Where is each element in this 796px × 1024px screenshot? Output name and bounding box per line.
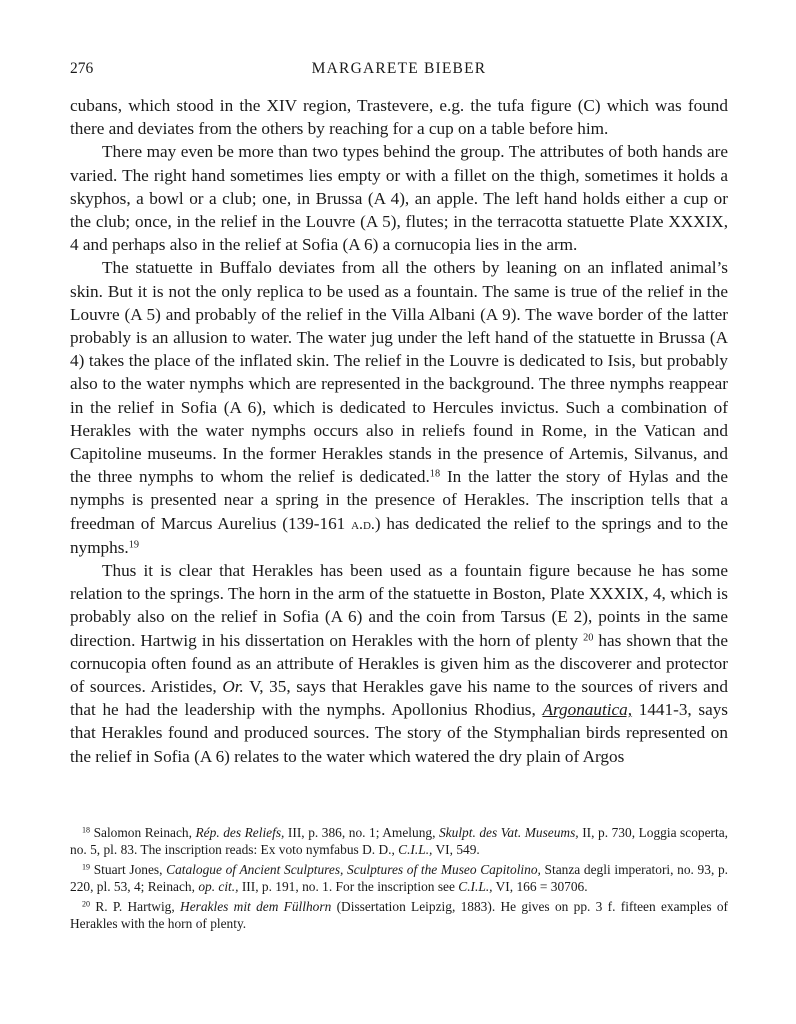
italic-text: op. cit., [198,879,239,895]
text-run: Thus it is clear that Herakles has been used as a fountain figure because he has some relation to the springs. The horn in the arm of the statuette in Boston, Plate XXXIX, 4, which is probably also on the relief in Sofia (A 6) and the coin from Tarsus (E 2), points in the same direction. Hartwig in his dissertation on Herakles with the horn of plenty [70,561,728,650]
text-run: ) has dedicated the relief to the springs and to the nymphs. [70,513,728,557]
footnote-ref: 20 [82,899,91,909]
text-run: Salomon Reinach, [90,825,196,840]
text-run: VI, 166 = 30706. [492,879,588,895]
body-text [70,94,728,768]
italic-title: Argonautica, [542,700,633,720]
text-run: V, 35, says that Herakles gave his name to the sources of rivers and that he had the leadership with the nymphs. Apollonius Rhodius, [70,677,728,720]
footnote-ref: 18 [82,825,91,835]
text-run: VI, 549. [432,842,480,858]
page-number: 276 [70,60,94,77]
text-run: The statuette in Buffalo deviates from all the others by leaning on an inflated animal’s skin. But it is not the only replica to be used as a fountain. The same is true of the relief in the Louvre (A 5) and probably of the relief in the Villa Albani (A 9). The wave border of the latter probably is an allusion to water. The water jug under the left hand of the statuette in Brussa (A 4) takes the place of the inflated skin. The relief in the Louvre is dedicated to Isis, but probably also to the water nymphs which are represented in the background. The three nymphs reappear in the relief in Sofia (A 6), which is dedicated to Hercules invictus. Such a combination of Herakles with the water nymphs occurs also in reliefs found in Rome, in the Vatican and Capitoline museums. In the former Herakles stands in the presence of Artemis, Silvanus, and the three nymphs to whom the relief is dedicated. [70,258,728,487]
body-paragraph [70,94,728,140]
italic-text: Or. [222,677,244,697]
footnote-ref: 18 [429,468,441,480]
text-run: R. P. Hartwig, [90,898,181,914]
italic-text: C.I.L., [458,879,493,895]
footnote [70,898,728,933]
footnote-ref: 19 [128,539,140,551]
body-paragraph [70,559,728,768]
running-title: MARGARETE BIEBER [311,60,487,77]
text-run: Stuart Jones, [90,861,167,877]
text-run: III, p. 386, no. 1; Amelung, [284,825,439,840]
footnote-ref: 19 [82,862,91,872]
text-run: There may even be more than two types behind the group. The attributes of both hands are varied. The right hand sometimes lies empty or with a fillet on the thigh, sometimes it holds a skyphos, a bowl or a club; one, in Brussa (A 4), an apple. The left hand holds either a cup or the club; once, in the relief in the Louvre (A 5), flutes; in the terracotta statuette Plate XXXIX, 4 and perhaps also in the relief at Sofia (A 6) a cornucopia lies in the arm. [70,142,728,255]
footnote [70,824,728,859]
italic-text: Skulpt. des Vat. Museums, [438,825,579,840]
text-run: II, p. 730, Loggia scoperta, no. 5, pl. 83. The inscription reads: Ex voto nymfabus D. D., [70,825,729,858]
footnote-ref: 20 [583,632,594,643]
text-run: has shown that the cornucopia often found as an attribute of Herakles is given him as the discoverer and protector of sources. Aristides, [70,630,728,697]
italic-text: C.I.L., [398,842,433,858]
footnote [70,861,728,896]
text-run: cubans, which stood in the XIV region, Trastevere, e.g. the tufa figure (C) which was found there and deviates from the others by reaching for a cup on a table before him. [70,96,728,139]
footnotes [70,824,728,932]
text-run: 1441-3, says that Herakles found and produced sources. The story of the Stymphalian birds represented on the relief in Sofia (A 6) relates to the water which watered the dry plain of Argos [70,700,728,766]
running-head [70,60,728,82]
text-run: In the latter the story of Hylas and the nymphs is presented near a spring in the presence of Herakles. The inscription tells that a freedman of Marcus Aurelius (139-161 [70,467,728,533]
small-caps-text: a.d. [351,515,375,533]
text-run: Stanza degli imperatori, no. 93, p. 220, pl. 53, 4; Reinach, [70,861,729,895]
text-run: (Dissertation Leipzig, 1883). He gives on pp. 3 f. fifteen examples of Herakles with the horn of plenty. [70,898,728,932]
body-paragraph [70,140,728,256]
italic-text: Herakles mit dem Füllhorn [180,898,332,914]
italic-text: Catalogue of Ancient Sculptures, Sculptures of the Museo Capitolino, [166,861,541,877]
text-run: III, p. 191, no. 1. For the inscription see [238,879,459,895]
italic-text: Rép. des Reliefs, [195,825,285,840]
body-paragraph [70,256,728,559]
